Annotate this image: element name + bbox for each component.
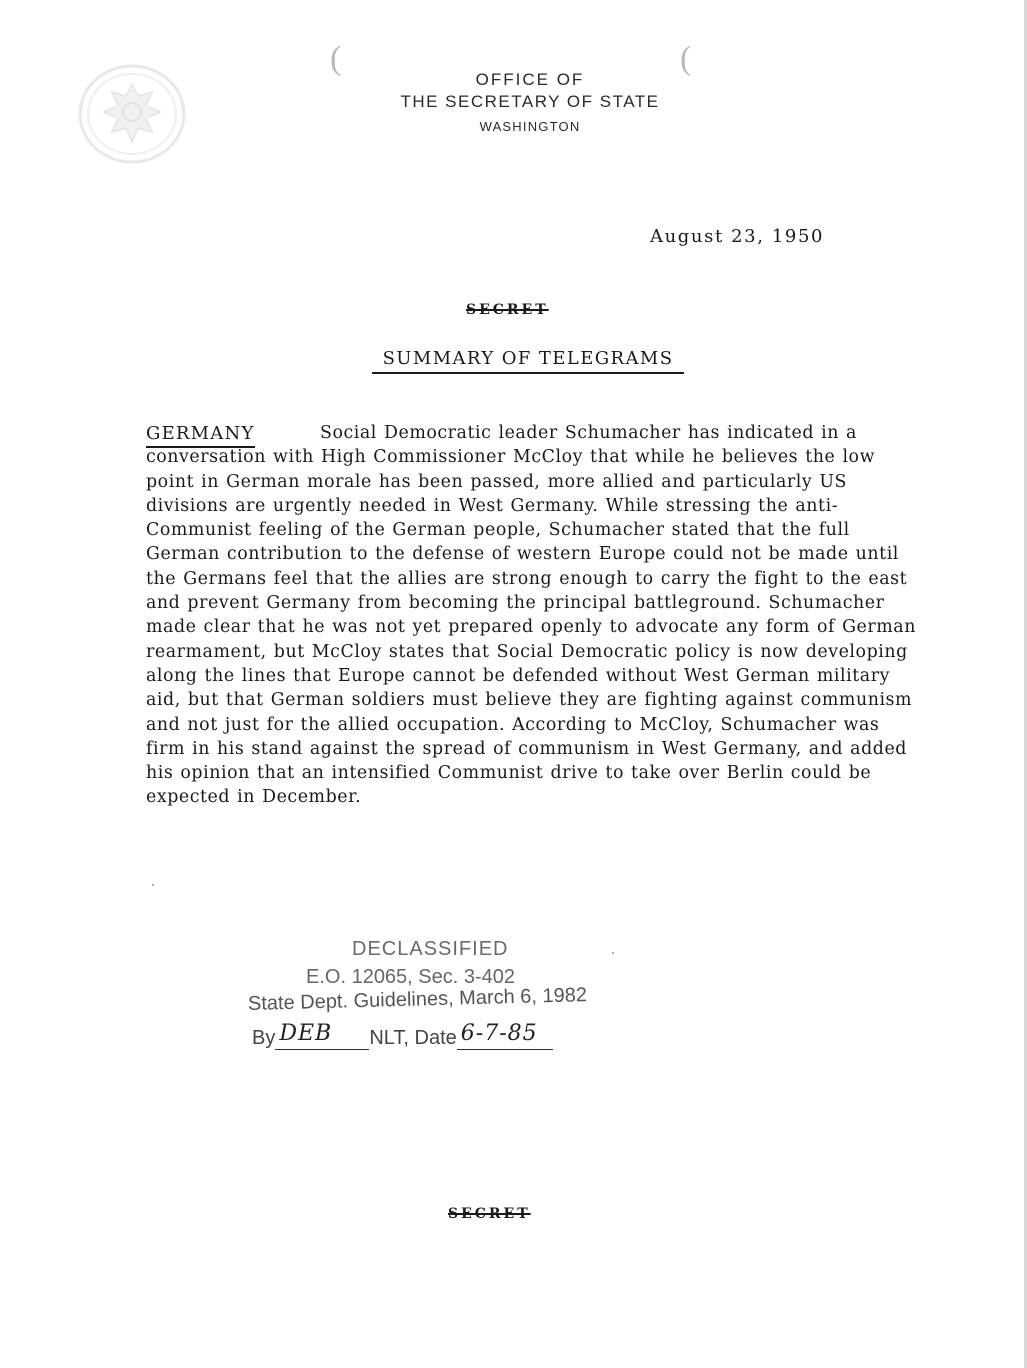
classification-marking-bottom: SECRET [448, 1206, 531, 1222]
letterhead-city: WASHINGTON [479, 119, 581, 134]
handwritten-initials: DEB [279, 1021, 333, 1046]
stamp-nlt-label: NLT, Date [369, 1027, 457, 1049]
document-title: SUMMARY OF TELEGRAMS [372, 348, 684, 374]
letterhead-secretary: THE SECRETARY OF STATE [400, 92, 660, 111]
handwritten-date: 6-7-85 [460, 1021, 538, 1046]
initials-line [275, 1021, 369, 1050]
section-country: GERMANY [146, 423, 255, 448]
speck [152, 884, 154, 886]
date-line [457, 1021, 553, 1050]
letterhead [330, 70, 730, 136]
margin-mark-right: ( [680, 40, 692, 77]
stamp-eo: E.O. 12065, Sec. 3-402 [306, 966, 516, 988]
classification-marking-top: SECRET [466, 302, 549, 318]
stamp-by-label: By [252, 1027, 276, 1049]
speck [612, 952, 614, 954]
document-date: August 23, 1950 [650, 226, 825, 247]
section-body: Social Democratic leader Schumacher has indicated in a conversation with High Commissioner McCloy that while he believes the low point in German morale has been passed, more allied and particularly US divisions are urgently needed in West Germany. While stressing the anti-Communist feeling of the German people, Schumacher stated that the full German contribution to the defense of western Europe could not be made until the Germans feel that the allies are strong enough to carry the fight to the east and prevent Germany from becoming the principal battleground. Schumacher made clear that he was not yet prepared openly to advocate any form of German rearmament, but McCloy states that Social Democratic policy is now developing along the lines that Europe cannot be defended without West German military aid, but that German soldiers must believe they are fighting against communism and not just for the allied occupation. According to McCloy, Schumacher was firm in his stand against the spread of communism in West Germany, and added his opinion that an intensified Communist drive to take over Berlin could be expected in December. [146, 423, 916, 808]
margin-mark-left: ( [330, 40, 342, 77]
letterhead-office: OFFICE OF [475, 70, 585, 89]
stamp-guidelines: State Dept. Guidelines, March 6, 1982 [247, 984, 588, 1015]
stamp-signature-row [252, 1021, 553, 1050]
stamp-title: DECLASSIFIED [352, 938, 509, 960]
great-seal-emboss-icon [76, 62, 188, 166]
